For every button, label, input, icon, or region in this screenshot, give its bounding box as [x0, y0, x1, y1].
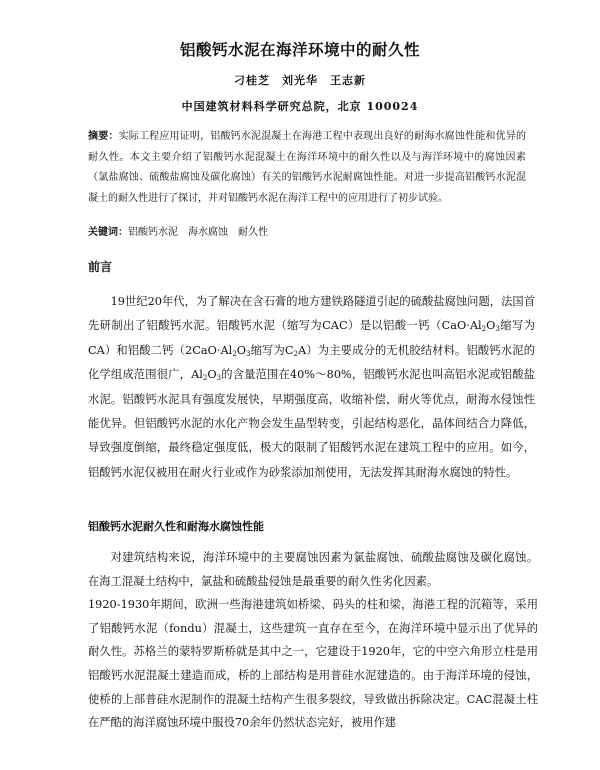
paper-title: 铝酸钙水泥在海洋环境中的耐久性	[179, 40, 420, 59]
durability-body	[88, 546, 538, 735]
durability-paragraph-2: 1920-1930年期间，欧洲一些海港建筑如桥梁、码头的柱和梁，海港工程的沉箱等，采用了铝酸钙水泥（fondu）混凝土，这些建筑一直存在至今，在海洋环境中显示出了优异的耐久性。苏格兰的蒙特罗斯桥就是其中之一，它建设于1920年，它的中空六角形立柱是用铝酸钙水泥混凝土建造而成，桥的上部结构是用普硅水泥建造的。由于海洋环境的侵蚀，使桥的上部普硅水泥制作的混凝土结构产生很多裂纹，导致做出拆除决定。CAC混凝土柱在严酷的海洋腐蚀环境中服役70余年仍然状态完好，被用作建	[88, 598, 538, 730]
authors: 刁桂芝 刘光华 王志新	[234, 74, 366, 87]
keywords-text: 铝酸钙水泥 海水腐蚀 耐久性	[128, 227, 268, 238]
section-heading-durability: 铝酸钙水泥耐久性和耐海水腐蚀性能	[88, 520, 264, 533]
affiliation: 中国建筑材料科学研究总院，北京 100024	[181, 100, 419, 113]
abstract-label: 摘要：	[88, 131, 119, 142]
keywords-label: 关键词：	[88, 227, 128, 238]
durability-paragraph-1: 对建筑结构来说，海洋环境中的主要腐蚀因素为氯盐腐蚀、硫酸盐腐蚀及碳化腐蚀。在海工混凝土结构中，氯盐和硫酸盐侵蚀是最重要的耐久性劣化因素。	[88, 551, 538, 588]
abstract	[88, 127, 526, 209]
section-heading-preface: 前言	[88, 260, 113, 274]
abstract-text: 实际工程应用证明，铝酸钙水泥混凝土在海港工程中表现出良好的耐海水腐蚀性能和优异的耐久性。本文主要介绍了铝酸钙水泥混凝土在海洋环境中的耐久性以及与海洋环境中的腐蚀因素（氯盐腐蚀、硫酸盐腐蚀及碳化腐蚀）有关的铝酸钙水泥耐腐蚀性能。对进一步提高铝酸钙水泥混凝土的耐久性进行了探讨，并对铝酸钙水泥在海洋工程中的应用进行了初步试验。	[88, 131, 527, 204]
keywords	[88, 225, 526, 241]
preface-paragraph: 19世纪20年代，为了解决在含石膏的地方建铁路隧道引起的硫酸盐腐蚀问题，法国首先研制出了铝酸钙水泥。铝酸钙水泥（缩写为CAC）是以铝酸一钙（$CaO\cdot Al_2O_3$缩写为CA）和铝酸二钙（$2CaO\cdot Al_2O_3$缩写为$C_2A$）为主要成分的无机胶结材料。铝酸钙水泥的化学组成范围很广，$Al_2O_3$的含量范围在40%～80%，铝酸钙水泥也叫高铝水泥或铝酸盐水泥。铝酸钙水泥具有强度发展快，早期强度高，收缩补偿，耐火等优点，耐海水侵蚀性能优异。但铝酸钙水泥的水化产物会发生晶型转变，引起结构恶化，晶体间结合力降低，导致强度倒缩，最终稳定强度低，极大的限制了铝酸钙水泥在建筑工程中的应用。如今，铝酸钙水泥仅被用在耐火行业或作为砂浆添加剂使用，无法发挥其耐海水腐蚀的特性。	[88, 295, 535, 479]
